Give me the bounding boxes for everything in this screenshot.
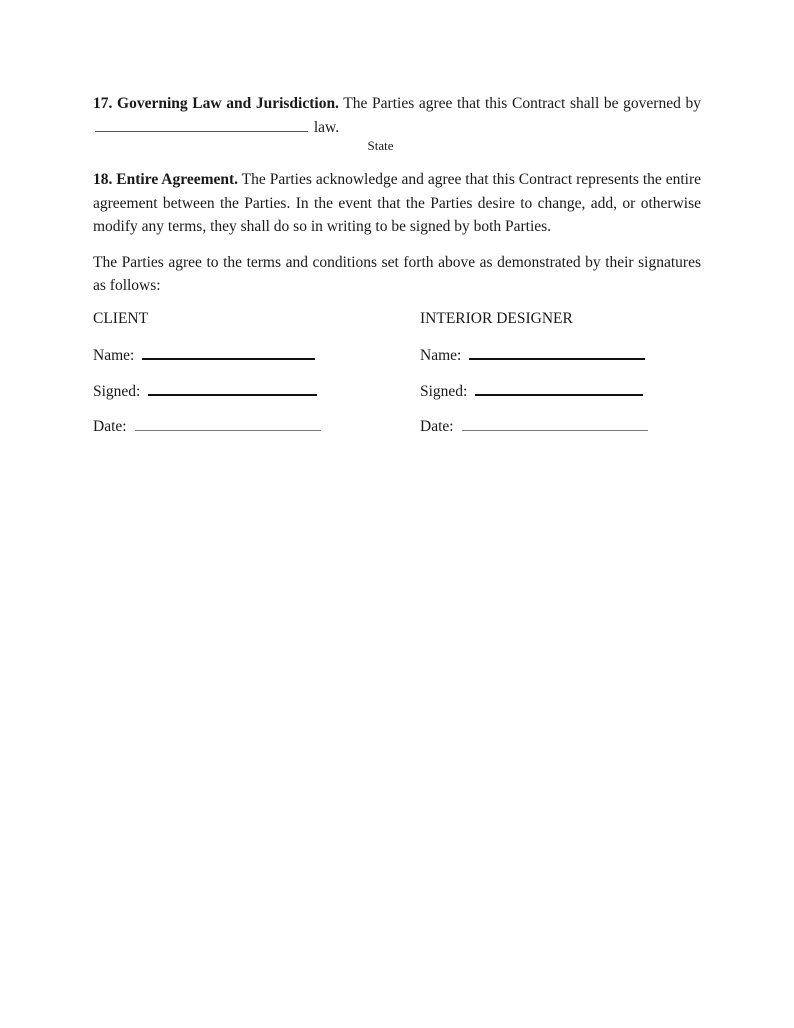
document-page bbox=[93, 92, 701, 440]
designer-signature-field[interactable] bbox=[475, 382, 643, 396]
designer-date-field[interactable] bbox=[462, 418, 648, 431]
state-caption: State bbox=[367, 138, 394, 153]
section-18 bbox=[93, 168, 701, 239]
section-17-text: The Parties agree that this Contract shall be governed by bbox=[338, 95, 701, 112]
name-row bbox=[93, 346, 701, 370]
designer-signed-label: Signed: bbox=[420, 382, 468, 400]
signed-row bbox=[93, 382, 701, 406]
section-17 bbox=[93, 92, 701, 153]
designer-name-field[interactable] bbox=[469, 346, 645, 360]
signature-headings-row bbox=[93, 310, 701, 334]
client-signature-field[interactable] bbox=[148, 382, 317, 396]
client-date-field[interactable] bbox=[135, 418, 321, 431]
section-17-law: law. bbox=[313, 118, 340, 136]
section-18-text: The Parties acknowledge and agree that this Contract represents the entire agreement between the Parties. In the event that the Parties desire to change, add, or otherwise modify any terms, they shall do so in writing to be signed by both Parties. bbox=[93, 171, 701, 235]
client-date-label: Date: bbox=[93, 417, 127, 435]
section-18-heading: 18. Entire Agreement. bbox=[93, 171, 239, 188]
signature-block bbox=[93, 310, 701, 440]
date-row bbox=[93, 418, 701, 442]
client-name-label: Name: bbox=[93, 346, 135, 364]
designer-heading: INTERIOR DESIGNER bbox=[420, 309, 573, 327]
section-17-heading: 17. Governing Law and Jurisdiction. bbox=[93, 95, 339, 112]
client-name-field[interactable] bbox=[142, 346, 315, 360]
designer-name-label: Name: bbox=[420, 346, 462, 364]
client-signed-label: Signed: bbox=[93, 382, 141, 400]
closing-statement: The Parties agree to the terms and conditions set forth above as demonstrated by their signatures as follows: bbox=[93, 253, 701, 294]
designer-date-label: Date: bbox=[420, 417, 454, 435]
client-heading: CLIENT bbox=[93, 309, 149, 327]
state-blank-field[interactable] bbox=[95, 117, 308, 132]
